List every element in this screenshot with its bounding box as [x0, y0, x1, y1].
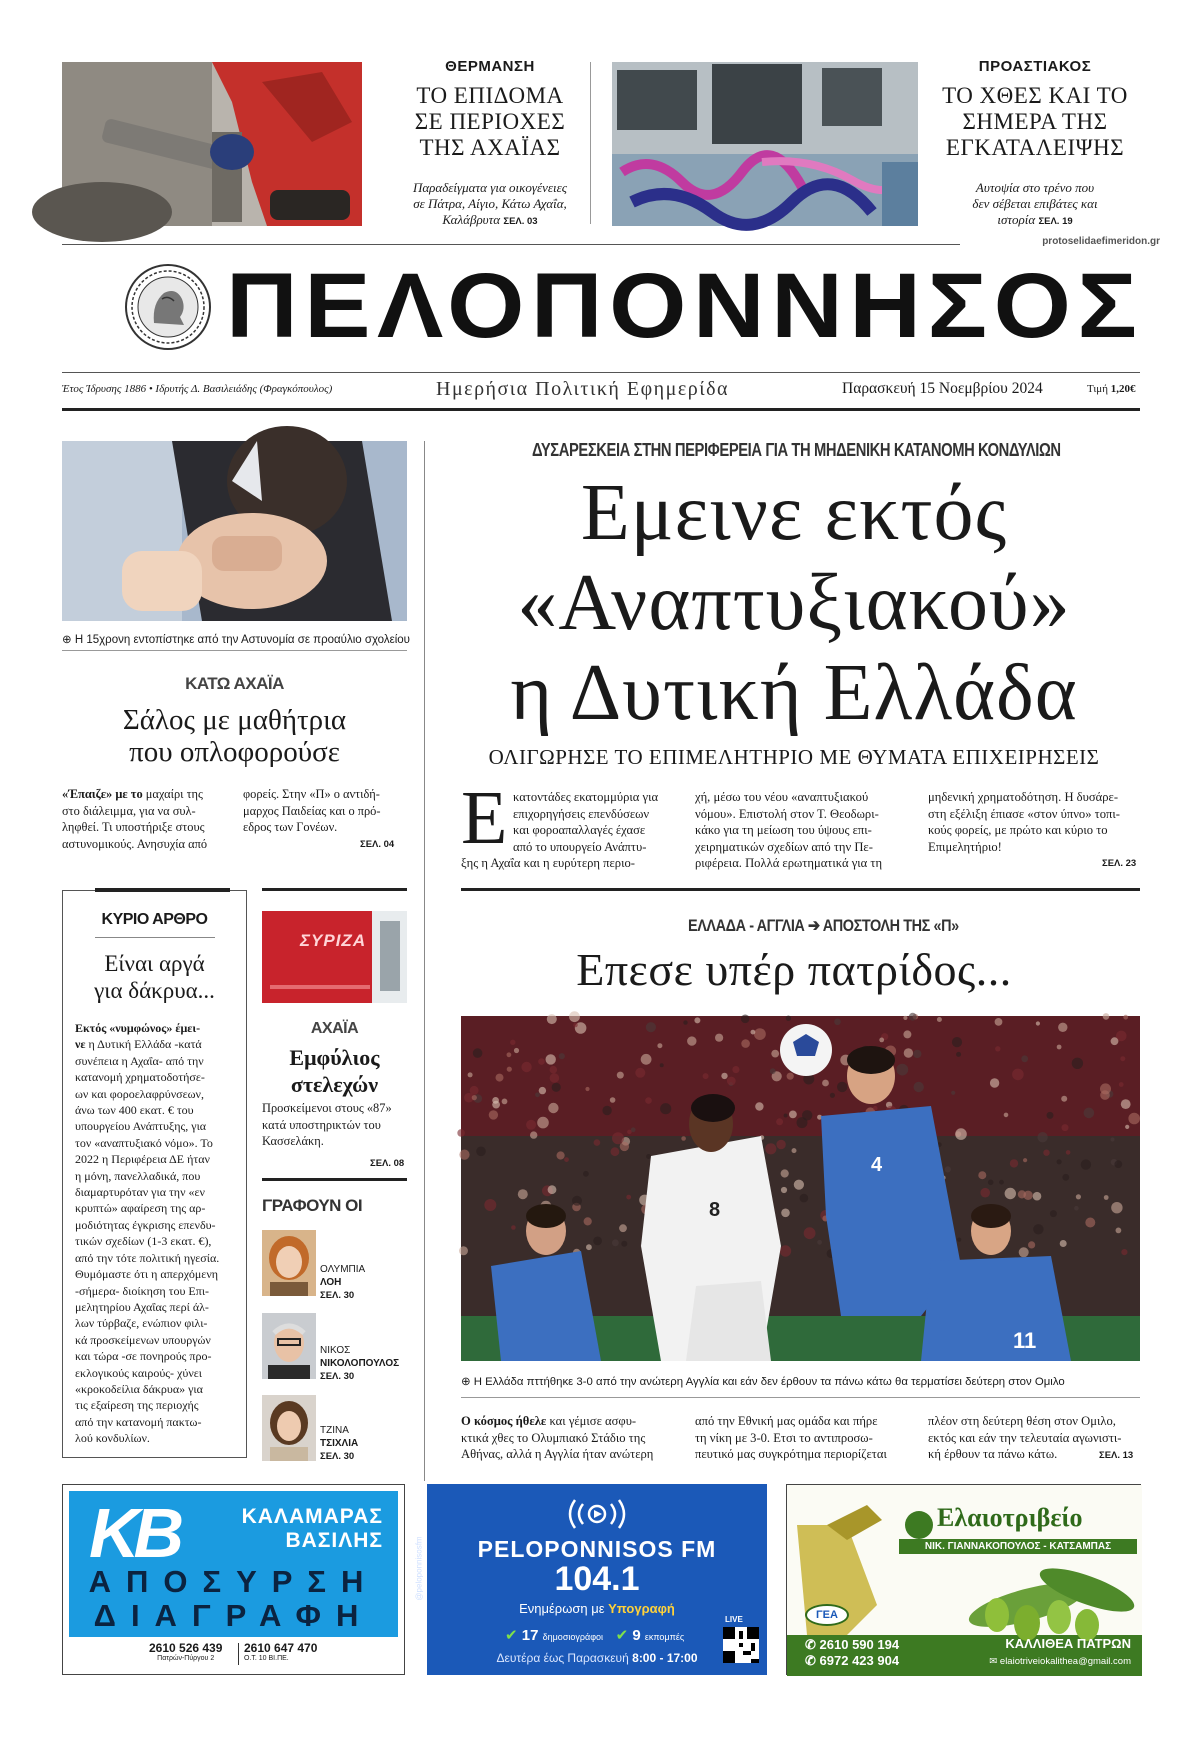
heating-teaser-kicker: ΘΕΡΜΑΝΣΗ	[445, 58, 535, 75]
oil-press-title: Ελαιοτριβείο	[937, 1503, 1083, 1532]
train-teaser-title[interactable]	[922, 83, 1148, 161]
knife-story-photo[interactable]	[62, 441, 407, 621]
lead-story-dropcap: Ε	[461, 776, 508, 860]
editorial-body: Εκτός «νυμφώνος» έμει- νε η Δυτική Ελλάδα -κατά συνέπεια η Αχαΐα- από την κατανομή χρηματοδοτήσε- ων και φοροελαφρύνσεων, άνω των 400 εκατ. € του υπουργείου Ανάπτυξης, για τον «αναπτυξιακό νόμο». Το 2022 η Περιφέρεια ΔΕ ήταν η μόνη, πανελλαδικά, που διαμαρτυρόταν για την «εν κρυπτώ» αφαίρεση της αρ- μοδιότητας έγκρισης επενδυ- τικών σχεδίων (1-3 εκατ. €), από την τότε πολιτική ηγεσία. Θυμόμαστε ότι η απερχόμενη -σήμερα- διοίκηση του Επι- μελητηρίου Αχαΐας περί άλ- λων τύρβαζε, ενώπιον φιλι- κά προσκείμενων υπουργών και τώρα -σε πονηρούς προ- εκλογικούς καιρούς- χύνει «κροκοδείλια δάκρυα» για τις εξαίρεση της περιοχής από την κατανομή πακτω- λού κονδυλίων.	[75, 1021, 220, 1446]
radio-side-text: @peloponnisosfm	[414, 1536, 424, 1601]
football-match-photo[interactable]	[461, 1016, 1140, 1361]
writer-avatar	[262, 1395, 316, 1461]
ad-phone-divider	[238, 1643, 239, 1665]
tagline: Ημερήσια Πολιτική Εφημερίδα	[436, 378, 729, 400]
teaser-title-line: ΣΕ ΠΕΡΙΟΧΕΣ	[414, 109, 566, 134]
mobile-icon: ✆	[805, 1653, 816, 1668]
lead-story-subhead: ΟΛΙΓΩΡΗΣΕ ΤΟ ΕΠΙΜΕΛΗΤΗΡΙΟ ΜΕ ΘΥΜΑΤΑ ΕΠΙΧΕΙΡΗΣΕΙΣ	[488, 745, 1100, 769]
masthead-rule-top	[62, 372, 1140, 373]
kalamaras-name: ΚΑΛΑΜΑΡΑΣ ΒΑΣΙΛΗΣ	[241, 1505, 383, 1552]
teaser-title-line: ΤΟ ΧΘΕΣ ΚΑΙ ΤΟ	[942, 83, 1128, 108]
lead-story-col3: μηδενική χρηματοδότηση. Η δυσάρε- στη εξέλιξη έπιασε «στον ύπνο» τοπι- κούς φορείς, με πρώτο και κύριο το Επιμελητήριο!	[928, 790, 1120, 854]
writer-name[interactable]: ΟΛΥΜΠΙΑ ΛΟΗ ΣΕΛ. 30	[320, 1264, 366, 1301]
radio-name: PELOPONNISOS FM	[477, 1536, 717, 1562]
train-teaser-photo[interactable]	[612, 62, 918, 226]
sports-story-kicker: ΕΛΛΑΔΑ - ΑΓΓΛΙΑ ➔ ΑΠΟΣΤΟΛΗ ΤΗΣ «Π»	[688, 916, 959, 935]
page-reference: ΣΕΛ. 04	[360, 839, 395, 850]
lead-story-headline[interactable]: Εμεινε εκτός «Αναπτυξιακού» η Δυτική Ελλάδα	[510, 469, 1078, 737]
side-story-top-bar	[262, 888, 407, 891]
editorial-title[interactable]: Είναι αργά για δάκρυα...	[94, 951, 215, 1003]
radio-stats: ✔ 17 δημοσιογράφοι ✔ 9 εκπομπές	[505, 1627, 685, 1644]
sports-story-col3: πλέον στη δεύτερη θέση στον Ομιλο, εκτός και εάν την τελευταία αγωνιστι- κή έρθουν τα πάνω κάτω.	[928, 1414, 1122, 1461]
heating-teaser-text: Παραδείγματα για οικογένειες σε Πάτρα, Αίγιο, Κάτω Αχαΐα, Καλάβρυτα ΣΕΛ. 03	[412, 180, 568, 227]
oil-press-ad[interactable]	[786, 1484, 1141, 1675]
olive-logo-icon	[905, 1511, 933, 1539]
arrow-right-icon: ➔	[808, 916, 820, 935]
writer-avatar	[262, 1313, 316, 1379]
page-reference: ΣΕΛ. 19	[1038, 216, 1073, 227]
kalamaras-services: ΑΠΟΣΥΡΣΗ ΔΙΑΓΡΑΦΗ	[88, 1564, 379, 1633]
writers-top-bar	[262, 1178, 407, 1181]
editorial-label-rule	[95, 937, 215, 938]
knife-photo-caption: ⊕ Η 15χρονη εντοπίστηκε από την Αστυνομία σε προαύλιο σχολείου	[62, 634, 410, 646]
teaser-title-line: ΣΗΜΕΡΑ ΤΗΣ	[962, 109, 1108, 134]
side-story-text: Προσκείμενοι στους «87» κατά υποστηρικτών του Κασσελάκη.	[262, 1101, 392, 1148]
party-sign-text: ΣΥΡΙΖΑ	[300, 931, 367, 950]
teaser-title-line: ΕΓΚΑΤΑΛΕΙΨΗΣ	[945, 135, 1125, 160]
party-sign-photo[interactable]	[262, 911, 407, 1003]
phone-icon: ✆	[805, 1637, 816, 1652]
price: Τιμή 1,20€	[1087, 383, 1136, 395]
radio-schedule: Δευτέρα έως Παρασκευή 8:00 - 17:00	[496, 1651, 698, 1665]
shirt-number: 11	[1013, 1328, 1037, 1353]
football-photo-caption: ⊕ Η Ελλάδα πττήθηκε 3-0 από την ανώτερη Αγγλία και εάν δεν έρθουν τα πάνω κάτω θα τερματίσει δεύτερη στον Ομιλο	[461, 1376, 1065, 1388]
writer-name[interactable]: ΤΖΙΝΑ ΤΣΙΧΛΙΑ ΣΕΛ. 30	[320, 1425, 359, 1462]
oil-press-location: ΚΑΛΛΙΘΕΑ ΠΑΤΡΩΝ	[1005, 1636, 1131, 1651]
column-divider	[424, 441, 425, 1481]
check-icon: ✔	[615, 1627, 629, 1644]
issue-date: Παρασκευή 15 Νοεμβρίου 2024	[842, 380, 1043, 397]
teaser-title-line: ΤΟ ΕΠΙΔΟΜΑ	[416, 83, 564, 108]
watermark: protoselidaefimeridon.gr	[960, 236, 1160, 247]
live-badge: LIVE	[725, 1615, 743, 1624]
page-reference: ΣΕΛ. 08	[370, 1158, 405, 1169]
shirt-number: 4	[871, 1154, 883, 1176]
oil-press-owners: ΝΙΚ. ΓΙΑΝΝΑΚΟΠΟΥΛΟΣ - ΚΑΤΣΑΜΠΑΣ	[899, 1539, 1137, 1554]
camera-icon: ⊕	[62, 634, 72, 646]
masthead-logo-seal	[124, 263, 212, 351]
side-story-headline[interactable]: Εμφύλιος στελεχών	[289, 1045, 380, 1097]
knife-story-kicker: ΚΑΤΩ ΑΧΑΪΑ	[185, 674, 284, 693]
train-teaser-kicker: ΠΡΟΑΣΤΙΑΚΟΣ	[978, 58, 1092, 75]
radio-ad[interactable]	[414, 1484, 767, 1675]
check-icon: ✔	[505, 1627, 518, 1644]
heating-teaser-photo[interactable]	[62, 62, 362, 226]
knife-story-col1: «Έπαιζε» με το μαχαίρι της στο διάλειμμα, για να συλ- ληφθεί. Τι υποστήριξε στους αστυνομικούς. Ανησυχία από	[62, 787, 208, 851]
lead-story-col2: χή, μέσω του νέου «αναπτυξιακού νόμου». Επιστολή στον Τ. Θεοδωρι- κάκο για τη μείωση του ύψους επι- χειρηματικών σχεδίων από την Πε- ριφέρεια. Πολλά ερωτηματικά για τη	[695, 790, 883, 870]
writer-name[interactable]: ΝΙΚΟΣ ΝΙΚΟΛΟΠΟΥΛΟΣ ΣΕΛ. 30	[320, 1345, 400, 1382]
radio-frequency: 104.1	[554, 1560, 640, 1598]
camera-icon: ⊕	[461, 1376, 471, 1388]
gea-badge: ΓΕΑ	[805, 1604, 849, 1626]
lead-story-kicker: ΔΥΣΑΡΕΣΚΕΙΑ ΣΤΗΝ ΠΕΡΙΦΕΡΕΙΑ ΓΙΑ ΤΗ ΜΗΔΕΝΙΚΗ ΚΑΤΑΝΟΜΗ ΚΟΝΔΥΛΙΩΝ	[532, 440, 1061, 460]
train-teaser-text: Αυτοψία στο τρένο που δεν σέβεται επιβάτες και ιστορία ΣΕΛ. 19	[972, 180, 1098, 227]
caption-rule	[62, 650, 407, 651]
oil-press-email[interactable]: ✉ elaiotriveiokalithea@gmail.com	[989, 1656, 1131, 1667]
radio-slogan: Ενημέρωση με Υπογραφή	[519, 1601, 675, 1616]
sports-story-headline[interactable]: Επεσε υπέρ πατρίδος...	[576, 944, 1012, 995]
kalamaras-phone-2[interactable]: 2610 647 470 Ο.Τ. 10 ΒΙ.ΠΕ.	[244, 1641, 318, 1662]
editorial-label: ΚΥΡΙΟ ΑΡΘΡΟ	[101, 911, 208, 928]
sports-story-col2: από την Εθνική μας ομάδα και πήρε τη νίκη με 3-0. Ετσι το αντιπροσω- πευτικό μας συγκρότημα περιορίζεται	[695, 1414, 887, 1461]
email-icon: ✉	[989, 1656, 998, 1667]
writer-avatar	[262, 1230, 316, 1296]
masthead-rule-bottom	[62, 408, 1140, 411]
sports-story-col1: Ο κόσμος ήθελε και γέμισε ασφυ- κτικά χθες το Ολυμπιακό Στάδιο της Αθήνας, αλλά η Αγγλία ήταν ανώτερη	[461, 1414, 654, 1461]
page-reference: ΣΕΛ. 03	[503, 216, 538, 227]
kalamaras-phone-1[interactable]: 2610 526 439 Πατρών-Πύργου 2	[149, 1641, 223, 1662]
shirt-number: 8	[709, 1199, 721, 1221]
oil-press-phones[interactable]: ✆ 2610 590 194 ✆ 6972 423 904	[805, 1637, 900, 1668]
kalamaras-ad[interactable]	[62, 1484, 405, 1675]
teaser-divider	[590, 62, 591, 224]
heating-teaser-title[interactable]	[378, 83, 602, 161]
knife-story-headline[interactable]: Σάλος με μαθήτρια που οπλοφορούσε	[122, 704, 347, 768]
radio-waves-icon	[565, 1500, 629, 1528]
editorial-top-bar	[95, 888, 230, 892]
lead-story-bottom-rule	[461, 888, 1140, 891]
teaser-title-line: ΤΗΣ ΑΧΑΪΑΣ	[419, 135, 561, 160]
knife-story-col2: φορείς. Στην «Π» ο αντιδή- μαρχος Παιδείας και ο πρό- εδρος των Γονέων.	[243, 787, 381, 834]
masthead-title[interactable]: ΠΕΛΟΠΟΝΝΗΣΟΣ	[226, 255, 1144, 357]
lead-story-col1: κατοντάδες εκατομμύρια για επιχορηγήσεις επενδύσεων και φοροαπαλλαγές έχασε από το υπουργείο Ανάπτυ- ξης η Αχαΐα και η ευρύτερη περιο-	[461, 790, 659, 870]
qr-code-icon[interactable]	[723, 1627, 759, 1663]
page-reference: ΣΕΛ. 23	[1102, 858, 1137, 869]
page-reference: ΣΕΛ. 13	[1099, 1450, 1134, 1461]
caption-rule	[461, 1397, 1140, 1398]
kalamaras-logo: KB	[89, 1494, 179, 1572]
founded-line: Έτος Ίδρυσης 1886 • Ιδρυτής Δ. Βασιλειάδης (Φραγκόπουλος)	[62, 383, 333, 395]
writers-label: ΓΡΑΦΟΥΝ ΟΙ	[262, 1196, 363, 1215]
side-story-kicker: ΑΧΑΪΑ	[310, 1020, 359, 1037]
